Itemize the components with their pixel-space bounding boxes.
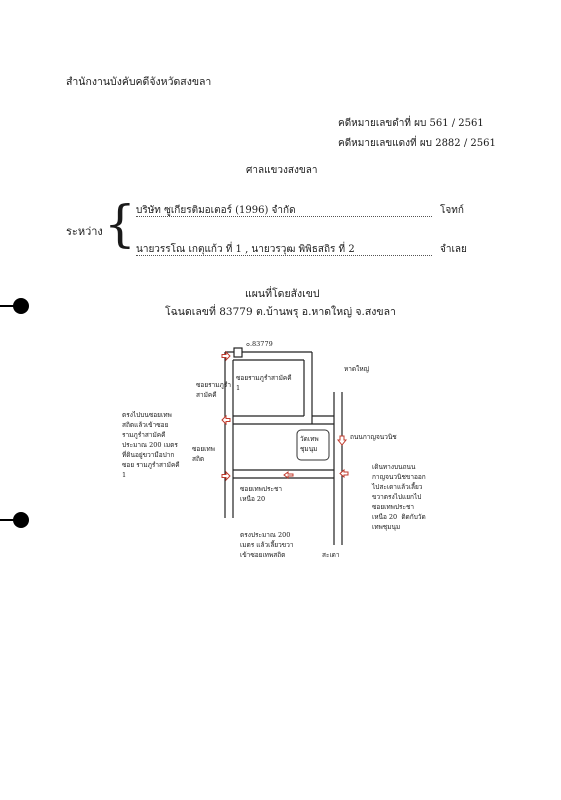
arrow-top-left	[222, 352, 230, 360]
soi-ramkru-road-label: ซอยรามภูรำสามัคคี 1	[236, 374, 292, 392]
plaintiff-role: โจทก์	[440, 205, 464, 216]
bottom-directions-note: ตรงประมาณ 200 เมตร แล้วเลี้ยวขวา เข้าซอยเทพสถิต	[240, 531, 294, 559]
brace: {	[104, 195, 136, 253]
map-subtitle: โฉนดเลขที่ 83779 ต.บ้านพรุ อ.หาดใหญ่ จ.สงขลา	[165, 306, 396, 318]
soi-thepsathit-label: ซอยเทพ สถิต	[192, 445, 215, 463]
sadao-label: สะเดา	[322, 551, 340, 559]
arrow-turn-left	[340, 470, 348, 477]
arrow-bottom-left	[222, 472, 230, 480]
court-name: ศาลแขวงสงขลา	[246, 165, 318, 176]
office-name: สำนักงานบังคับคดีจังหวัดสงขลา	[66, 76, 212, 88]
defendant-name: นายวรรโณ เกตุแก้ว ที่ 1 , นายวรวุฒ พิพิธสถิร ที่ 2	[136, 244, 355, 255]
right-directions-note: เดินทางบนถนน กาญจนวนิชขาออก ไปสะเดาแล้วเลี้ยว ขวาตรงไปแยกไป ซอยเทพประชา เหนือ 20 ติดกับวัด เทพชุมนุม	[372, 463, 426, 531]
deed-label: ๐.83779	[246, 340, 273, 348]
arrow-mid-left	[222, 416, 230, 424]
arrow-bottom-road	[284, 472, 293, 478]
defendant-role: จำเลย	[440, 244, 467, 255]
between-label: ระหว่าง	[66, 225, 103, 238]
soi-ramkru-side-label: ซอยรามภูรำ สามัคคี	[196, 381, 231, 399]
hatyai-label: หาดใหญ่	[344, 365, 370, 373]
land-plot-marker	[234, 348, 242, 357]
temple-label: วัดเทพ ชุมนุม	[300, 435, 319, 453]
kanchanawanich-road-label: ถนนกาญจนวนิช	[350, 433, 397, 441]
soi-thepprachaa-label: ซอยเทพประชา เหนือ 20	[240, 485, 283, 503]
plaintiff-name: บริษัท ซูเกียรติมอเตอร์ (1996) จำกัด	[136, 205, 296, 216]
map-title: แผนที่โดยสังเขป	[245, 288, 320, 300]
red-case-number: คดีหมายเลขแดงที่ ผบ 2882 / 2561	[338, 138, 496, 149]
black-case-number: คดีหมายเลขดำที่ ผบ 561 / 2561	[338, 118, 484, 129]
left-directions-note: ตรงไปบนซอยเทพ สถิตแล้วเข้าซอย รามภูรำสามัคคี ประมาณ 200 เมตร ที่ดินอยู่ขวามือปาก ซอย รามภูรำสามัคคี 1	[122, 411, 180, 479]
arrow-road-down	[338, 436, 346, 445]
